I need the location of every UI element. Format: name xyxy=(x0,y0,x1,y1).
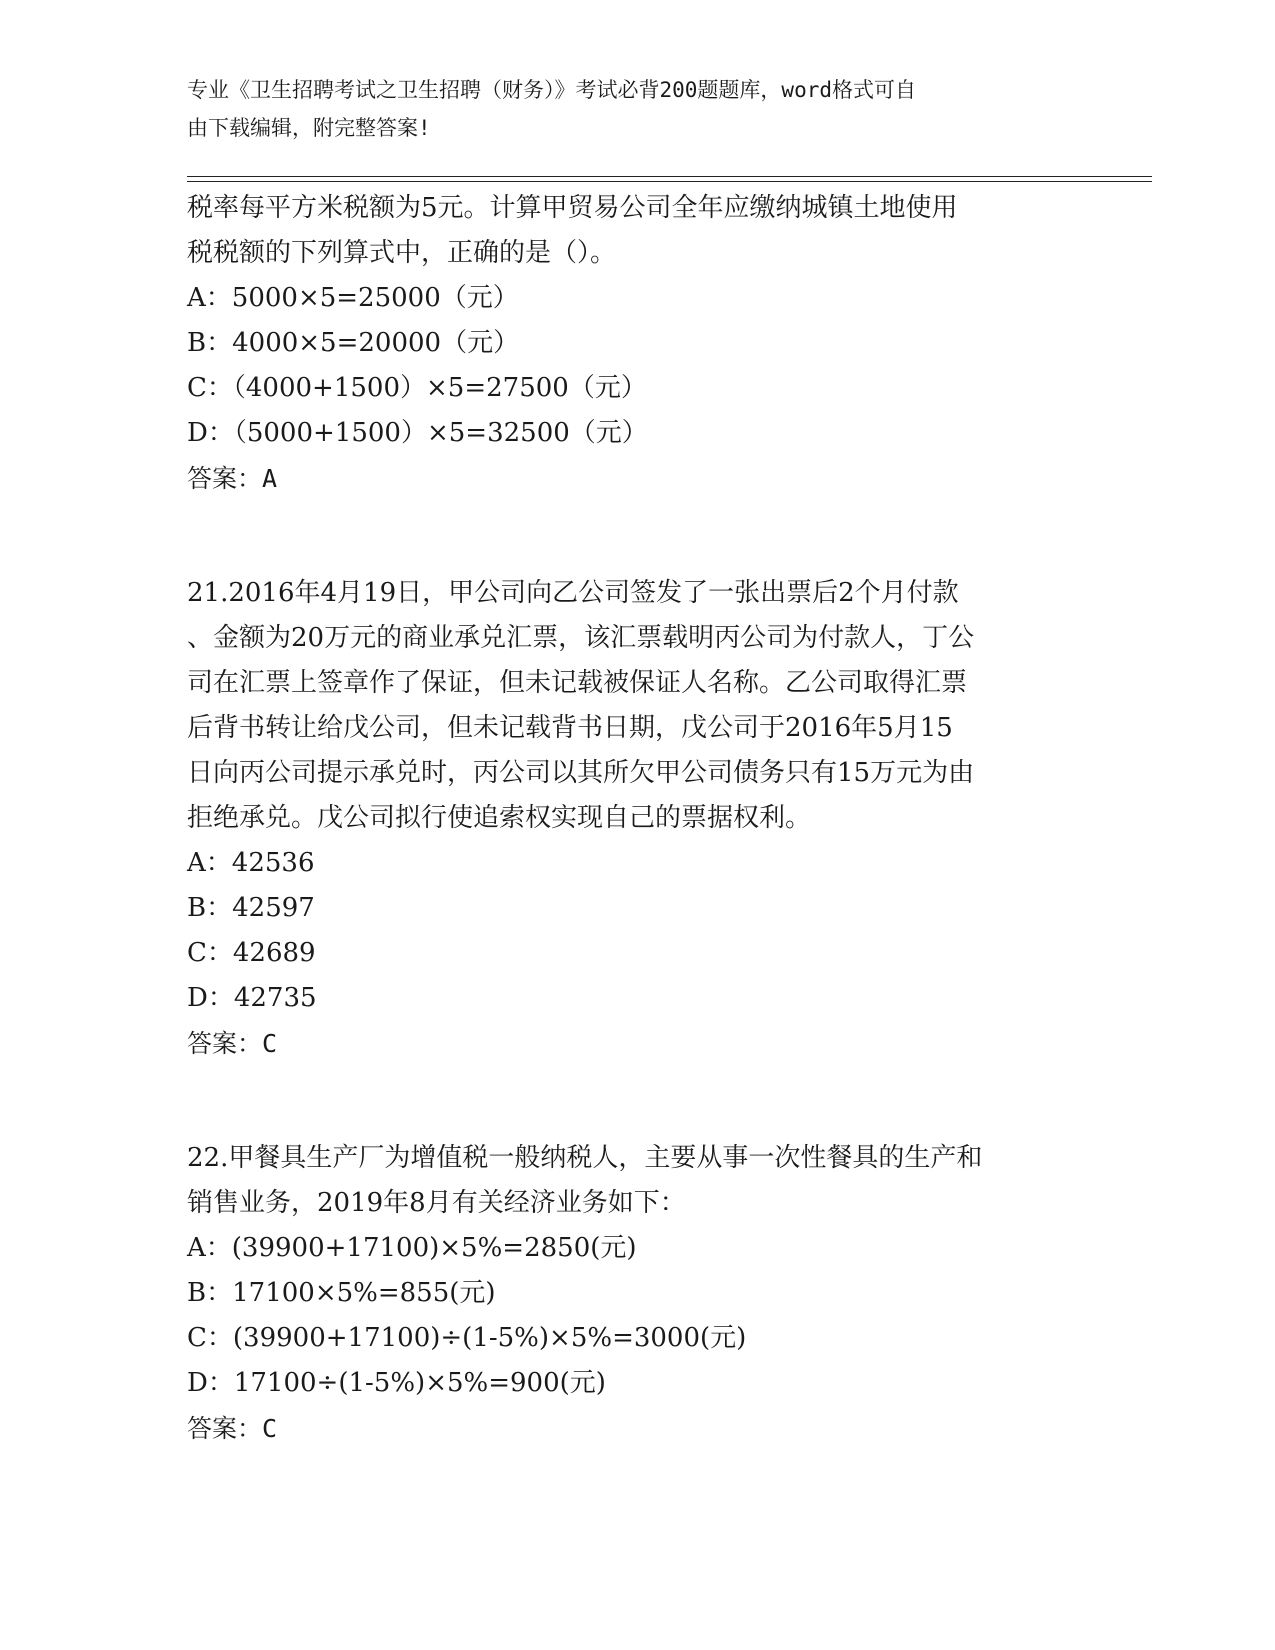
question-text-line: 后背书转让给戊公司，但未记载背书日期，戊公司于2016年5月15 xyxy=(187,713,953,743)
question-text-line: 、金额为20万元的商业承兑汇票，该汇票载明丙公司为付款人，丁公 xyxy=(187,623,975,653)
option-d: D：42735 xyxy=(187,983,317,1013)
answer: 答案：A xyxy=(187,464,278,493)
option-a: A：5000×5=25000（元） xyxy=(187,283,519,313)
option-b: B：4000×5=20000（元） xyxy=(187,328,520,358)
question-text-line: 税税额的下列算式中，正确的是（）。 xyxy=(187,238,617,268)
option-b: B：17100×5%=855(元) xyxy=(187,1278,496,1308)
spacer xyxy=(187,501,1087,571)
option-b: B：42597 xyxy=(187,893,315,923)
option-a: A：42536 xyxy=(187,848,315,878)
header-line-1: 专业《卫生招聘考试之卫生招聘（财务）》考试必背200题题库，word格式可自 xyxy=(187,78,916,102)
option-c: C：42689 xyxy=(187,938,316,968)
header-line-2: 由下载编辑，附完整答案! xyxy=(187,116,431,140)
answer: 答案：C xyxy=(187,1029,278,1058)
option-d: D：（5000+1500）×5=32500（元） xyxy=(187,418,648,448)
spacer xyxy=(187,1066,1087,1136)
question-text-line: 22.甲餐具生产厂为增值税一般纳税人，主要从事一次性餐具的生产和 xyxy=(187,1143,983,1173)
option-d: D：17100÷(1-5%)×5%=900(元) xyxy=(187,1368,606,1398)
answer: 答案：C xyxy=(187,1414,278,1443)
document-header xyxy=(187,71,1067,147)
question-text-line: 拒绝承兑。戊公司拟行使追索权实现自己的票据权利。 xyxy=(187,803,812,833)
option-a: A：(39900+17100)×5%=2850(元) xyxy=(187,1233,637,1263)
question-text-line: 21.2016年4月19日，甲公司向乙公司签发了一张出票后2个月付款 xyxy=(187,578,959,608)
question-text-line: 日向丙公司提示承兑时，丙公司以其所欠甲公司债务只有15万元为由 xyxy=(187,758,975,788)
question-text-line: 税率每平方米税额为5元。计算甲贸易公司全年应缴纳城镇土地使用 xyxy=(187,193,958,223)
question-text-line: 销售业务，2019年8月有关经济业务如下： xyxy=(187,1188,686,1218)
question-text-line: 司在汇票上签章作了保证，但未记载被保证人名称。乙公司取得汇票 xyxy=(187,668,968,698)
header-divider-bottom xyxy=(187,181,1152,182)
question-22 xyxy=(187,1136,1087,1451)
option-c: C：（4000+1500）×5=27500（元） xyxy=(187,373,647,403)
question-21 xyxy=(187,571,1087,1066)
document-body xyxy=(187,186,1087,1451)
option-c: C：(39900+17100)÷(1-5%)×5%=3000(元) xyxy=(187,1323,747,1353)
header-divider-top xyxy=(187,176,1152,177)
question-20 xyxy=(187,186,1087,501)
